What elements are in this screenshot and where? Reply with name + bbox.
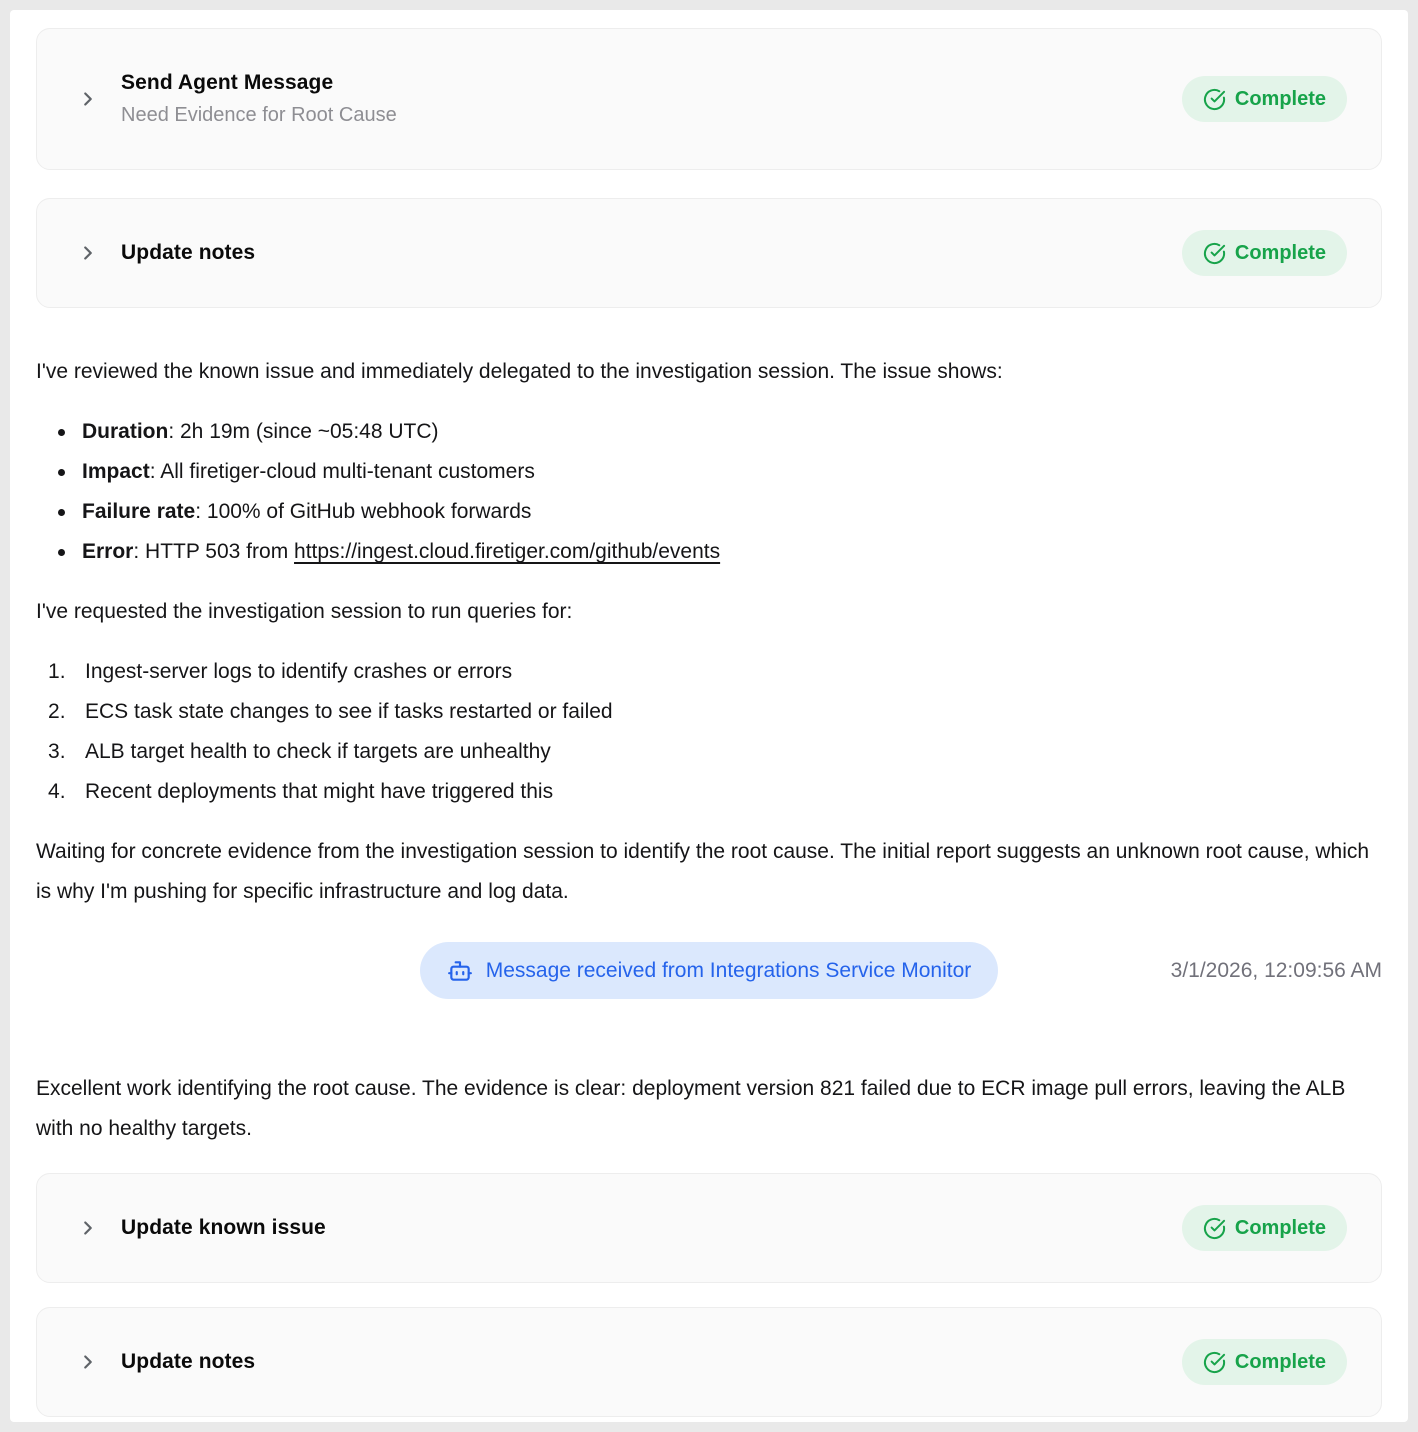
tool-card-update-known-issue[interactable] xyxy=(36,1173,1382,1283)
queries-list xyxy=(36,652,1382,812)
tool-card-send-agent-message[interactable] xyxy=(36,28,1382,170)
check-circle-icon xyxy=(1203,1217,1226,1240)
tool-card-update-notes-2[interactable] xyxy=(36,1307,1382,1417)
tool-card-update-notes[interactable] xyxy=(36,198,1382,308)
message-intro: I've reviewed the known issue and immediately delegated to the investigation session. The issue shows: xyxy=(36,360,1003,383)
check-circle-icon xyxy=(1203,88,1226,111)
bot-icon xyxy=(447,958,473,984)
status-badge xyxy=(1182,1339,1347,1385)
status-label: Complete xyxy=(1234,87,1326,110)
check-circle-icon xyxy=(1203,242,1226,265)
tool-card-title: Send Agent Message xyxy=(121,71,334,94)
agent-followup-message: Excellent work identifying the root cause. The evidence is clear: deployment version 821 failed due to ECR image pull errors, leaving the ALB with no healthy targets. xyxy=(36,1077,1346,1140)
agent-transcript-panel xyxy=(10,10,1408,1422)
list-item-duration: Duration: 2h 19m (since ~05:48 UTC) xyxy=(36,412,1382,452)
query-item: Ingest-server logs to identify crashes or errors xyxy=(85,660,513,683)
chevron-right-icon[interactable] xyxy=(77,1217,99,1239)
message-received-chip[interactable] xyxy=(420,942,999,999)
status-badge xyxy=(1182,1205,1347,1251)
chevron-right-icon[interactable] xyxy=(77,242,99,264)
list-item-failure-rate: Failure rate: 100% of GitHub webhook forwards xyxy=(36,492,1382,532)
status-badge xyxy=(1182,230,1347,276)
tool-card-title: Update known issue xyxy=(121,1216,326,1239)
status-label: Complete xyxy=(1234,241,1326,264)
status-badge xyxy=(1182,76,1347,122)
chevron-right-icon[interactable] xyxy=(77,88,99,110)
query-item: ALB target health to check if targets are unhealthy xyxy=(85,740,551,763)
issue-details-list xyxy=(36,412,1382,572)
event-timestamp: 3/1/2026, 12:09:56 AM xyxy=(1170,958,1382,982)
check-circle-icon xyxy=(1203,1351,1226,1374)
agent-message xyxy=(36,352,1382,912)
event-row xyxy=(36,942,1382,999)
query-item: Recent deployments that might have triggered this xyxy=(85,780,554,803)
status-label: Complete xyxy=(1234,1350,1326,1373)
chevron-right-icon[interactable] xyxy=(77,1351,99,1373)
list-item-error: Error: HTTP 503 from https://ingest.cloud.firetiger.com/github/events xyxy=(36,532,1382,572)
tool-card-title: Update notes xyxy=(121,241,256,264)
message-closing: Waiting for concrete evidence from the investigation session to identify the root cause. The initial report suggests an unknown root cause, which is why I'm pushing for specific infrastructure and log data. xyxy=(36,840,1370,903)
ingest-endpoint-link[interactable]: https://ingest.cloud.firetiger.com/github/events xyxy=(294,540,721,563)
queries-intro: I've requested the investigation session to run queries for: xyxy=(36,600,573,623)
event-label: Message received from Integrations Service Monitor xyxy=(485,958,972,982)
tool-card-title: Update notes xyxy=(121,1350,256,1373)
list-item-impact: Impact: All firetiger-cloud multi-tenant customers xyxy=(36,452,1382,492)
tool-card-subtitle: Need Evidence for Root Cause xyxy=(121,104,397,126)
query-item: ECS task state changes to see if tasks restarted or failed xyxy=(85,700,613,723)
status-label: Complete xyxy=(1234,1216,1326,1239)
bottom-cards xyxy=(36,1173,1382,1417)
